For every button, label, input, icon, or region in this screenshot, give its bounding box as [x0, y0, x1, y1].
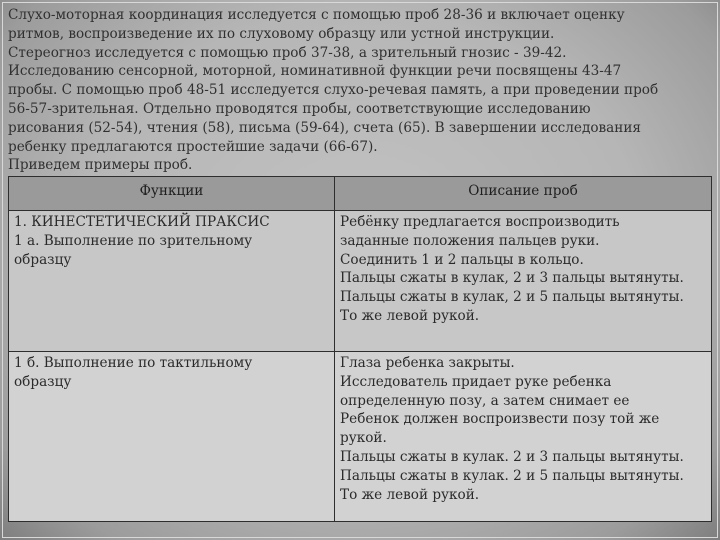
- intro-line: ребенку предлагаются простейшие задачи (66-67).: [8, 138, 378, 155]
- description-line: Пальцы сжаты в кулак, 2 и 5 пальцы вытянуты.: [340, 289, 684, 306]
- probes-table: [8, 176, 712, 522]
- description-line: Ребенок должен воспроизвести позу той же: [340, 411, 660, 428]
- description-cell: [335, 211, 712, 352]
- table-header-row: [9, 177, 712, 211]
- description-line: Исследователь придает руке ребенка: [340, 373, 612, 390]
- description-line: Пальцы сжаты в кулак, 2 и 3 пальцы вытянуты.: [340, 270, 684, 287]
- description-cell: [335, 352, 712, 522]
- function-line: 1 а. Выполнение по зрительному: [14, 232, 253, 249]
- description-line: Ребёнку предлагается воспроизводить: [340, 214, 620, 230]
- function-line: образцу: [14, 251, 72, 268]
- function-line: образцу: [14, 373, 72, 390]
- intro-line: рисования (52-54), чтения (58), письма (59-64), счета (65). В завершении исследования: [8, 119, 641, 136]
- intro-line: пробы. С помощью проб 48-51 исследуется слухо-речевая память, а при проведении проб: [8, 82, 659, 99]
- description-line: Пальцы сжаты в кулак. 2 и 5 пальцы вытянуты.: [340, 467, 684, 484]
- description-line: рукой.: [340, 430, 387, 447]
- intro-paragraph: [8, 6, 708, 175]
- table-row: [9, 352, 712, 522]
- intro-line: Приведем примеры проб.: [8, 157, 193, 174]
- description-line: Глаза ребенка закрыты.: [340, 355, 515, 371]
- header-description: Описание проб: [335, 177, 712, 211]
- description-line: Пальцы сжаты в кулак. 2 и 3 пальцы вытянуты.: [340, 448, 684, 465]
- header-functions: Функции: [9, 177, 335, 211]
- intro-line: 56-57-зрительная. Отдельно проводятся пробы, соответствующие исследованию: [8, 100, 591, 117]
- description-line: То же левой рукой.: [340, 307, 480, 324]
- function-line: 1. КИНЕСТЕТИЧЕСКИЙ ПРАКСИС: [14, 214, 270, 230]
- function-line: 1 б. Выполнение по тактильному: [14, 355, 253, 371]
- description-line: Соединить 1 и 2 пальцы в кольцо.: [340, 251, 584, 268]
- intro-line: Исследованию сенсорной, моторной, номинативной функции речи посвящены 43-47: [8, 63, 622, 80]
- table-row: [9, 211, 712, 352]
- intro-line: Слухо-моторная координация исследуется с помощью проб 28-36 и включает оценку: [8, 7, 625, 23]
- description-line: То же левой рукой.: [340, 486, 480, 503]
- intro-line: ритмов, воспроизведение их по слуховому образцу или устной инструкции.: [8, 25, 555, 42]
- function-cell: [9, 352, 335, 522]
- function-cell: [9, 211, 335, 352]
- intro-line: Стереогноз исследуется с помощью проб 37-38, а зрительный гнозис - 39-42.: [8, 44, 567, 61]
- description-line: заданные положения пальцев руки.: [340, 232, 600, 249]
- description-line: определенную позу, а затем снимает ее: [340, 392, 630, 409]
